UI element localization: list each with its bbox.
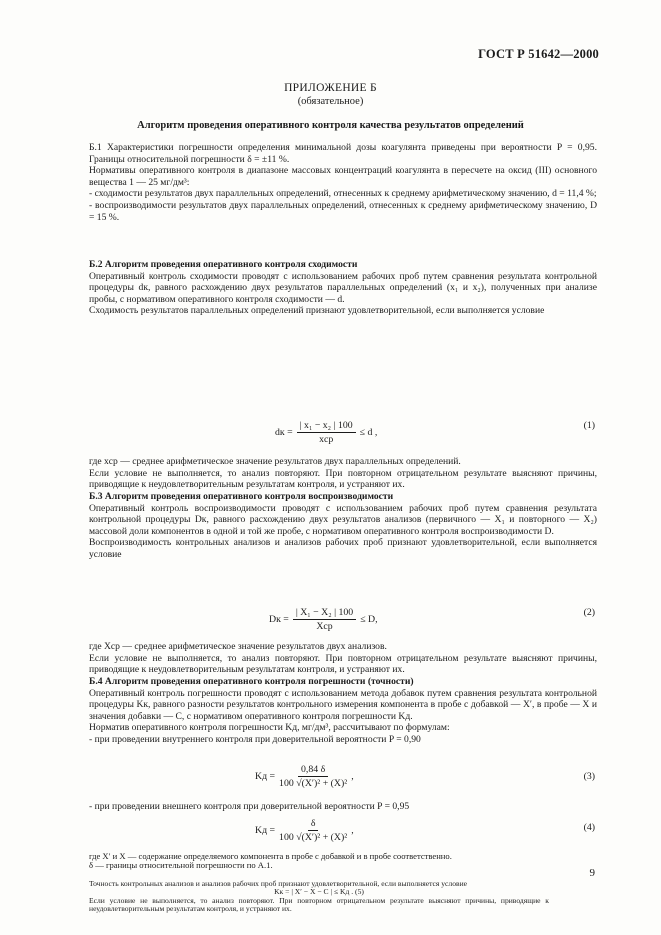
b2-paragraph-4: Если условие не выполняется, то анализ повторяют. При повторном отрицательном результате выясняют причины, приводящие к неудовлетворительным результатам контроля, и устраняют их. bbox=[89, 467, 597, 491]
formula-4-denominator: 100 √(X′)² + (X)² bbox=[279, 832, 348, 843]
b1-paragraph-4: - воспроизводимости результатов двух параллельных определений, отнесенных к среднему арифметическому значению, D = 15 %. bbox=[89, 199, 597, 223]
formula-3-number: (3) bbox=[583, 771, 595, 782]
formula-2-fraction bbox=[293, 607, 356, 632]
formula-1-rhs: ≤ d , bbox=[359, 427, 378, 438]
b4-paragraph-7: Точность контрольных анализов и анализов рабочих проб признают удовлетворительной, если выполняется условие bbox=[89, 879, 468, 888]
formula-4-number: (4) bbox=[583, 822, 595, 833]
b3-paragraph-3: где Xср — среднее арифметическое значение результатов двух анализов. bbox=[89, 641, 387, 652]
b3-heading: Б.3 Алгоритм проведения оперативного контроля воспроизводимости bbox=[89, 491, 394, 502]
b3-paragraph-1: Оперативный контроль воспроизводимости проводят с использованием рабочих проб путем сравнения результата контрольной процедуры Dк, равного расхождению двух результатов анализов (первичного — X₁ и повторного — X₂) массовой доли компонентов в одной и той же пробе, с нормативом оперативного контроля воспроизводимости D. bbox=[89, 502, 597, 537]
b4-paragraph-3: - при проведении внутреннего контроля при доверительной вероятности P = 0,90 bbox=[89, 733, 421, 745]
b4-paragraph-4: - при проведении внешнего контроля при доверительной вероятности P = 0,95 bbox=[89, 801, 410, 812]
formula-3-fraction bbox=[279, 764, 347, 789]
b4-paragraph-1: Оперативный контроль погрешности проводят с использованием метода добавок путем сравнения результата контрольной процедуры Kк, равного разности результатов контрольного измерения компонента в пробе с добавкой — X′, в пробе — X и значения добавки — C, с нормативом оперативного контроля погрешности Kд. bbox=[89, 687, 597, 722]
b2-paragraph-1: Оперативный контроль сходимости проводят с использованием рабочих проб путем сравнения результата контрольной процедуры dк, равного расхождению двух результатов параллельных определений (x₁ и x₂), полученных при анализе пробы, с нормативом оперативного контроля сходимости — d. bbox=[89, 270, 597, 305]
b4-paragraph-6: δ — границы относительной погрешности по А.1. bbox=[89, 860, 273, 871]
formula-5-number: (5) bbox=[355, 887, 364, 897]
formula-1-fraction bbox=[297, 420, 356, 445]
formula-2 bbox=[269, 607, 378, 632]
formula-3 bbox=[255, 764, 354, 789]
formula-2-number: (2) bbox=[583, 607, 595, 618]
formula-1-denominator: xср bbox=[319, 434, 334, 445]
formula-4-numerator: δ bbox=[308, 818, 319, 831]
formula-3-denominator: 100 √(X′)² + (X)² bbox=[279, 778, 348, 789]
section-b3 bbox=[89, 491, 597, 561]
page-number: 9 bbox=[589, 867, 595, 879]
formula-2-lhs: Dк = bbox=[269, 614, 289, 625]
section-b3-after bbox=[89, 641, 597, 676]
b4-heading: Б.4 Алгоритм проведения оперативного контроля погрешности (точности) bbox=[89, 676, 414, 687]
b1-paragraph-1: Б.1 Характеристики погрешности определения минимальной дозы коагулянта приведены при вероятности P = 0,95. Границы относительной погрешности δ = ±11 %. bbox=[89, 142, 597, 165]
formula-4-lhs: Kд = bbox=[255, 825, 276, 836]
section-b2 bbox=[89, 259, 597, 317]
b4-paragraph-5: где X′ и X — содержание определяемого компонента в пробе с добавкой и в пробе соответственно. bbox=[89, 851, 452, 861]
formula-2-denominator: Xср bbox=[316, 621, 333, 632]
formula-3-numerator: 0,84 δ bbox=[298, 764, 328, 777]
b3-paragraph-2: Воспроизводимость контрольных анализов и анализов рабочих проб признают удовлетворительной, если выполняется условие bbox=[89, 537, 597, 560]
main-title: Алгоритм проведения оперативного контроля качества результатов определений bbox=[137, 120, 524, 131]
section-b4-tail bbox=[89, 880, 549, 914]
formula-1-lhs: dк = bbox=[275, 427, 293, 438]
formula-1-numerator: | x₁ − x₂ | 100 bbox=[297, 420, 356, 433]
formula-4 bbox=[255, 818, 354, 843]
formula-4-fraction bbox=[279, 818, 347, 843]
formula-3-lhs: Kд = bbox=[255, 771, 276, 782]
section-b1 bbox=[89, 142, 597, 223]
document-header: ГОСТ Р 51642—2000 bbox=[478, 47, 599, 61]
formula-2-rhs: ≤ D, bbox=[360, 614, 378, 625]
b4-paragraph-2: Норматив оперативного контроля погрешности Kд, мг/дм³, рассчитывают по формулам: bbox=[89, 722, 450, 734]
appendix-status: (обязательное) bbox=[297, 96, 364, 107]
formula-2-numerator: | X₁ − X₂ | 100 bbox=[293, 607, 356, 620]
b2-paragraph-3: где xср — среднее арифметическое значение результатов двух параллельных определений. bbox=[89, 456, 461, 467]
formula-5-expression: Kк = | X′ − X − C | ≤ Kд . bbox=[274, 887, 354, 897]
formula-4-rhs: , bbox=[351, 825, 354, 836]
b2-paragraph-2: Сходимость результатов параллельных определений признают удовлетворительной, если выполняется условие bbox=[89, 305, 545, 317]
b4-paragraph-8: Если условие не выполняется, то анализ повторяют. При повторном отрицательном результате выясняют причины, приводящие к неудовлетворительным результатам контроля, и устраняют их. bbox=[89, 895, 549, 914]
section-b4 bbox=[89, 676, 597, 746]
formula-3-rhs: , bbox=[351, 771, 354, 782]
section-b2-after bbox=[89, 456, 597, 491]
section-b4-middle bbox=[89, 801, 597, 813]
section-b4-end bbox=[89, 852, 519, 871]
b1-paragraph-2: Нормативы оперативного контроля в диапазоне массовых концентраций коагулянта в пересчете на оксид (III) основного вещества 1 — 25 мг/дм³: bbox=[89, 165, 597, 188]
formula-1-number: (1) bbox=[583, 420, 595, 431]
b1-paragraph-3: - сходимости результатов двух параллельных определений, отнесенных к среднему арифметическому значению, d = 11,4 %; bbox=[89, 188, 597, 200]
appendix-title: ПРИЛОЖЕНИЕ Б bbox=[284, 82, 377, 94]
formula-1 bbox=[275, 420, 377, 445]
b2-heading: Б.2 Алгоритм проведения оперативного контроля сходимости bbox=[89, 259, 358, 270]
b3-paragraph-4: Если условие не выполняется, то анализ повторяют. При повторном отрицательном результате выясняют причины, приводящие к неудовлетворительным результатам контроля, и устраняют их. bbox=[89, 652, 597, 676]
